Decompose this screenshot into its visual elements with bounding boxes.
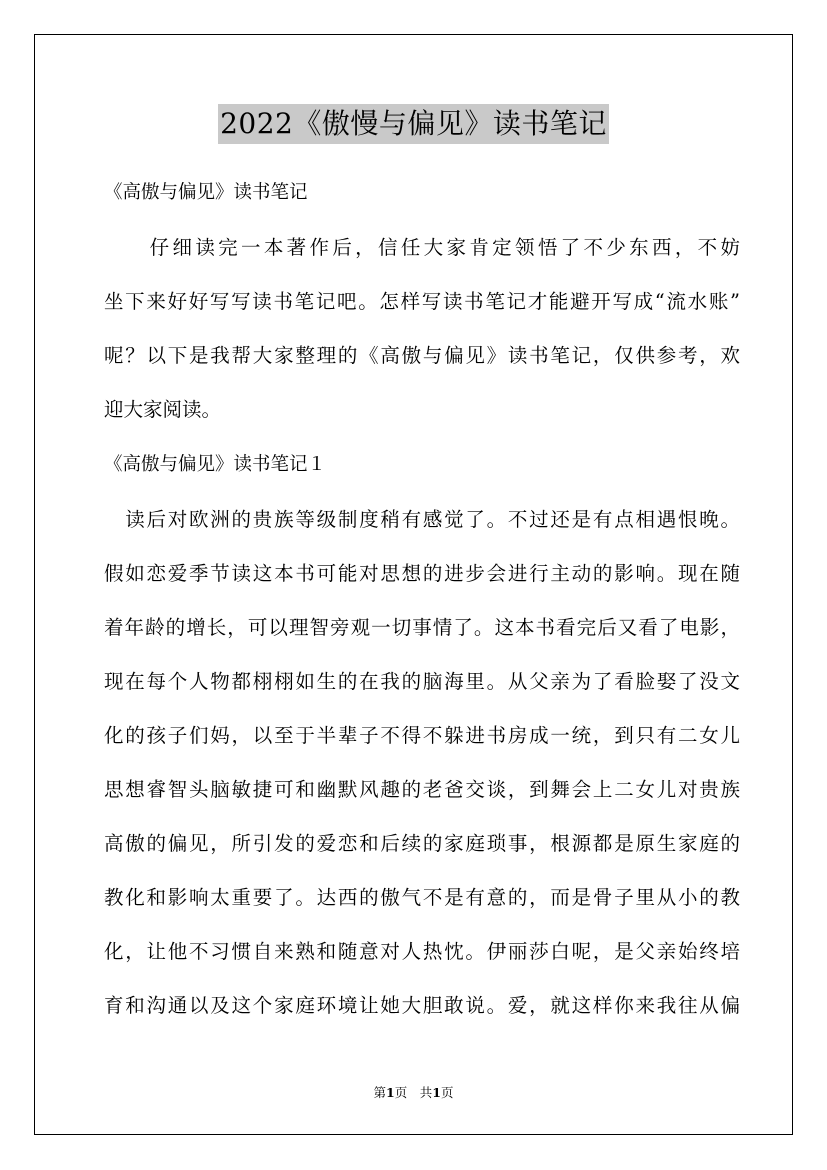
footer-suffix: 页 — [440, 1085, 454, 1100]
intro-line: 坐下来好好写写读书笔记吧。怎样写读书笔记才能避开写成“流水账” — [104, 290, 740, 313]
document-title — [0, 103, 827, 144]
body-line: 化，让他不习惯自来熟和随意对人热忱。伊丽莎白呢，是父亲始终培 — [104, 940, 740, 963]
body-line: 着年龄的增长，可以理智旁观一切事情了。这本书看完后又看了电影， — [104, 616, 740, 639]
body-line: 读后对欧洲的贵族等级制度稍有感觉了。不过还是有点相遇恨晚。 — [104, 508, 740, 531]
body-line: 高傲的偏见，所引发的爱恋和后续的家庭琐事，根源都是原生家庭的 — [104, 832, 740, 855]
footer-prefix: 第 — [373, 1085, 387, 1100]
document-title-text: 2022《傲慢与偏见》读书笔记 — [218, 104, 609, 144]
body-line: 教化和影响太重要了。达西的傲气不是有意的，而是骨子里从小的教 — [104, 886, 740, 909]
intro-line: 仔细读完一本著作后，信任大家肯定领悟了不少东西，不妨 — [104, 236, 740, 259]
section-heading: 《高傲与偏见》读书笔记 — [104, 182, 308, 203]
body-line: 思想睿智头脑敏捷可和幽默风趣的老爸交谈，到舞会上二女儿对贵族 — [104, 778, 740, 801]
note-heading: 《高傲与偏见》读书笔记１ — [104, 454, 327, 475]
footer-page-current: 1 — [386, 1085, 395, 1100]
page-footer — [0, 1085, 827, 1101]
body-line: 假如恋爱季节读这本书可能对思想的进步会进行主动的影响。现在随 — [104, 562, 740, 585]
intro-line: 迎大家阅读。 — [104, 398, 222, 421]
footer-page-total: 1 — [432, 1085, 441, 1100]
footer-mid: 页 共 — [394, 1085, 433, 1100]
body-line: 育和沟通以及这个家庭环境让她大胆敢说。爱，就这样你来我往从偏 — [104, 994, 740, 1017]
intro-line: 呢？以下是我帮大家整理的《高傲与偏见》读书笔记，仅供参考，欢 — [104, 344, 740, 367]
body-line: 现在每个人物都栩栩如生的在我的脑海里。从父亲为了看脸娶了没文 — [104, 670, 740, 693]
body-line: 化的孩子们妈，以至于半辈子不得不躲进书房成一统，到只有二女儿 — [104, 724, 740, 747]
